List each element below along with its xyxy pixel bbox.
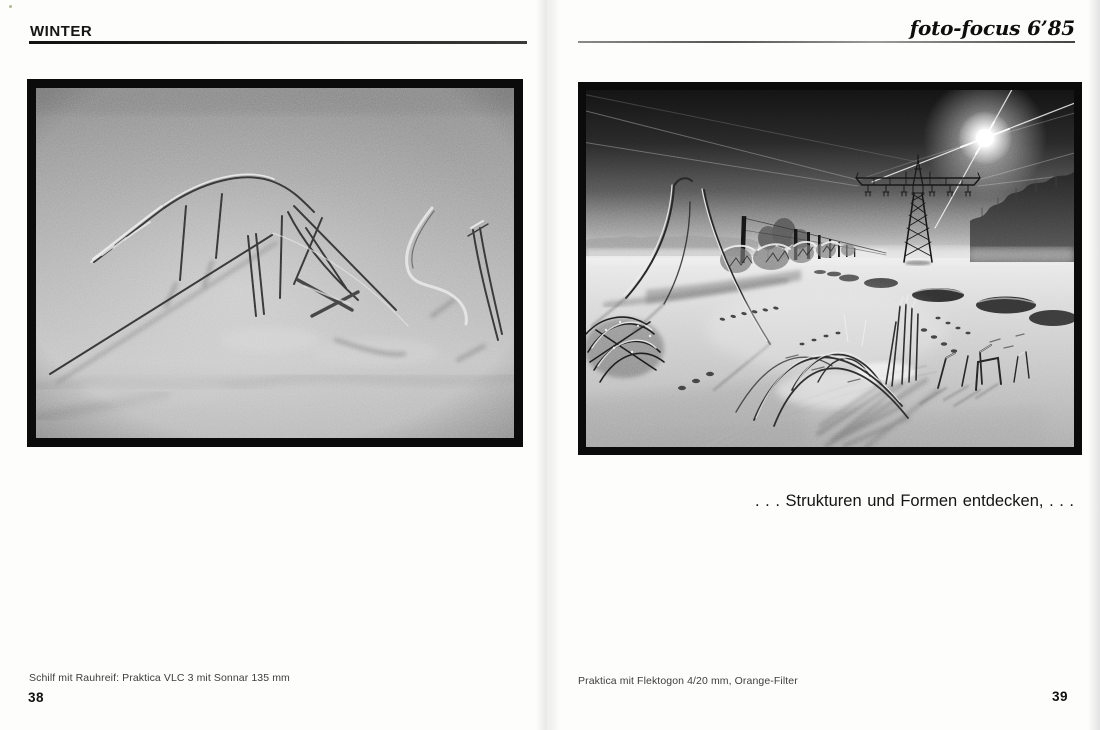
section-header: WINTER <box>30 23 93 40</box>
header-rule-right <box>578 41 1075 43</box>
issue-header: foto-focus 6’85 <box>909 16 1075 40</box>
page-gutter <box>536 0 560 730</box>
pull-quote: . . . Strukturen und Formen entdecken, . . . <box>755 492 1074 510</box>
header-rule-left <box>29 41 527 44</box>
right-photo-caption: Praktica mit Flektogon 4/20 mm, Orange-Filter <box>578 675 798 687</box>
right-photo <box>586 90 1074 447</box>
left-photo-frame <box>27 79 523 447</box>
left-photo <box>36 88 514 438</box>
left-photo-caption: Schilf mit Rauhreif: Praktica VLC 3 mit Sonnar 135 mm <box>29 672 290 684</box>
scan-artifact-dot <box>9 5 12 8</box>
right-photo-frame <box>578 82 1082 455</box>
page-number-right: 39 <box>1051 689 1068 704</box>
scan-edge-shadow <box>1088 0 1100 730</box>
page-number-left: 38 <box>28 690 45 705</box>
